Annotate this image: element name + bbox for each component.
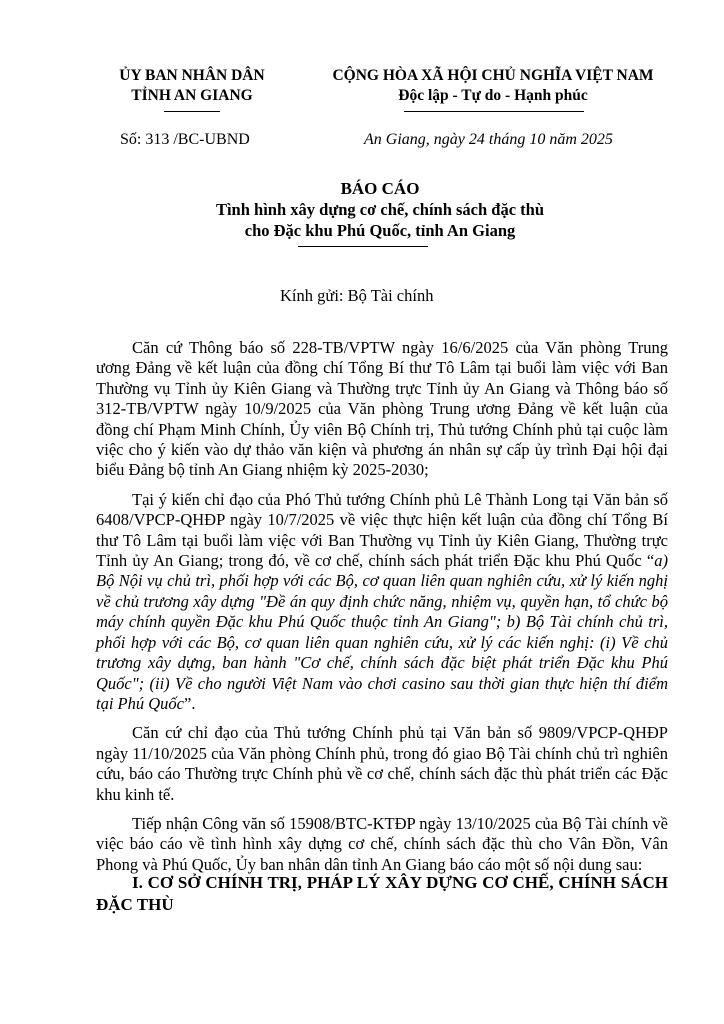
report-title-line-2: Tình hình xây dựng cơ chế, chính sách đặc thù: [215, 200, 545, 219]
recipient-line: Kính gửi: Bộ Tài chính: [280, 286, 434, 305]
report-title-line-3: cho Đặc khu Phú Quốc, tỉnh An Giang: [244, 221, 516, 240]
agency-underline: [164, 111, 220, 112]
report-body: [96, 338, 668, 884]
issuing-agency: [92, 66, 292, 106]
motto-underline: [404, 111, 584, 112]
section-heading-1: I. CƠ SỞ CHÍNH TRỊ, PHÁP LÝ XÂY DỰNG CƠ CHẾ, CHÍNH SÁCH ĐẶC THÙ: [96, 873, 668, 914]
agency-line-2: TỈNH AN GIANG: [131, 87, 253, 104]
national-motto: Độc lập - Tự do - Hạnh phúc: [398, 87, 588, 104]
title-underline: [298, 246, 428, 247]
paragraph-2-text: Tại ý kiến chỉ đạo của Phó Thủ tướng Chính phủ Lê Thành Long tại Văn bản số 6408/VPCP-QHĐP ngày 10/7/2025 về việc thực hiện kết luận của đồng chí Tổng Bí thư Tô Lâm tại buổi làm việc với Ban Thường vụ Tỉnh ủy Kiên Giang, Thường trực Tỉnh ủy An Giang; trong đó, về cơ chế, chính sách phát triển Đặc khu Phú Quốc “: [96, 489, 668, 571]
report-title: [100, 178, 660, 241]
paragraph-2-quote: a) Bộ Nội vụ chủ trì, phối hợp với các Bộ, cơ quan liên quan nghiên cứu, xử lý kiến nghị về chủ trương xây dựng "Đề án quy định chức năng, nhiệm vụ, quyền hạn, tổ chức bộ máy chính quyền Đặc khu Phú Quốc thuộc tỉnh An Giang"; b) Bộ Tài chính chủ trì, phối hợp với các Bộ, cơ quan liên quan nghiên cứu, xử lý các kiến nghị: (i) Về chủ trương xây dựng, ban hành "Cơ chế, chính sách đặc biệt phát triển Đặc khu Phú Quốc"; (ii) Về cho người Việt Nam vào chơi casino sau thời gian thực hiện thí điểm tại Phú Quốc: [96, 551, 668, 713]
report-title-main: BÁO CÁO: [340, 179, 420, 198]
national-title-line-1: CỘNG HÒA XÃ HỘI CHỦ NGHĨA VIỆT NAM: [332, 67, 654, 84]
paragraph-1: Căn cứ Thông báo số 228-TB/VPTW ngày 16/6/2025 của Văn phòng Trung ương Đảng về kết luận của đồng chí Tổng Bí thư Tô Lâm tại buổi làm việc với Ban Thường vụ Tỉnh ủy Kiên Giang và Thường trực Tỉnh ủy An Giang và Thông báo số 312-TB/VPTW ngày 10/9/2025 của Văn phòng Trung ương Đảng về kết luận của đồng chí Phạm Minh Chính, Ủy viên Bộ Chính trị, Thủ tướng Chính phủ tại cuộc làm việc cho ý kiến vào dự thảo văn kiện và phương án nhân sự cấp ủy trình Đại hội đại biểu Đảng bộ tỉnh An Giang nhiệm kỳ 2025-2030;: [96, 338, 668, 480]
paragraph-2: [96, 490, 668, 714]
document-number: Số: 313 /BC-UBND: [120, 131, 250, 148]
agency-line-1: ỦY BAN NHÂN DÂN: [119, 67, 265, 84]
paragraph-2-end: ”.: [184, 693, 196, 713]
paragraph-3: Căn cứ chỉ đạo của Thủ tướng Chính phủ tại Văn bản số 9809/VPCP-QHĐP ngày 11/10/2025 của Văn phòng Chính phủ, trong đó giao Bộ Tài chính chủ trì nghiên cứu, báo cáo Thường trực Chính phủ về cơ chế, chính sách đặc thù phát triển các Đặc khu kinh tế.: [96, 723, 668, 804]
document-date: An Giang, ngày 24 tháng 10 năm 2025: [364, 131, 613, 148]
paragraph-4: Tiếp nhận Công văn số 15908/BTC-KTĐP ngày 13/10/2025 của Bộ Tài chính về việc báo cáo về tình hình xây dựng cơ chế, chính sách đặc thù cho Vân Đồn, Vân Phong và Phú Quốc, Ủy ban nhân dân tỉnh An Giang báo cáo một số nội dung sau:: [96, 813, 668, 874]
national-title: [318, 66, 668, 106]
